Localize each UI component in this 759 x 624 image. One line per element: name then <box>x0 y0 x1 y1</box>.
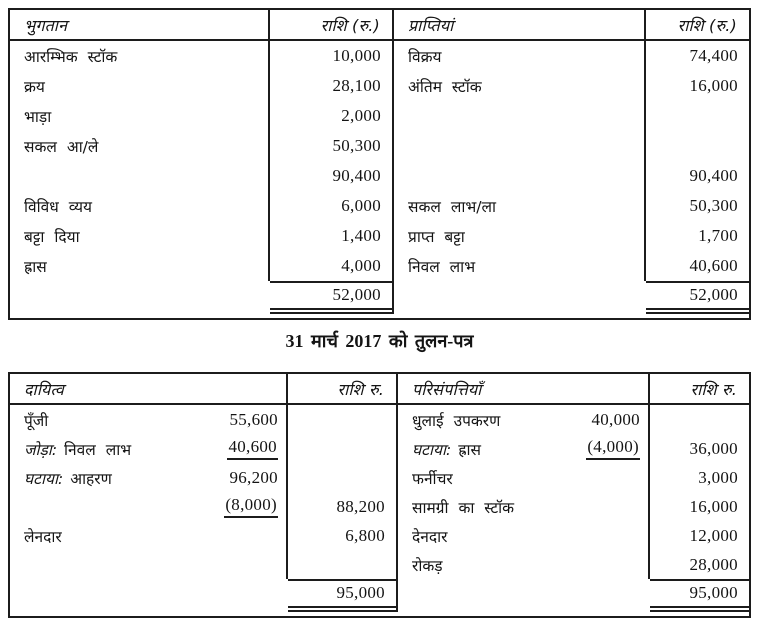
balance-sheet-table <box>8 372 751 618</box>
liability-label: जोड़ा: निवल लाभ <box>24 440 132 459</box>
balance-sheet-title: 31 मार्च 2017 को तुलन-पत्र <box>285 331 474 351</box>
liabilities-total-amount: 95,000 <box>288 579 396 608</box>
table-row <box>10 131 749 161</box>
table-row <box>10 521 749 550</box>
payment-amount: 10,000 <box>270 41 394 71</box>
liability-amount: 6,800 <box>288 521 398 550</box>
table-row <box>10 101 749 131</box>
table-row <box>10 71 749 101</box>
payment-amount: 90,400 <box>270 161 394 191</box>
receipt-label: निवल लाभ <box>394 251 646 281</box>
liability-label: लेनदार <box>24 527 62 546</box>
payment-amount: 50,300 <box>270 131 394 161</box>
receipt-amount <box>646 101 749 131</box>
liability-amount <box>288 434 398 463</box>
receipt-amount <box>646 131 749 161</box>
receipt-label: सकल लाभ/ला <box>394 191 646 221</box>
payment-label: भाड़ा <box>10 101 270 131</box>
asset-amount: 36,000 <box>689 438 738 458</box>
receipt-label: अंतिम स्टॉक <box>394 71 646 101</box>
table-row <box>10 434 749 463</box>
amount-left-column-header: राशि रु. <box>288 374 398 403</box>
receipt-amount: 90,400 <box>689 166 738 185</box>
asset-amount: 28,000 <box>689 554 738 574</box>
payments-total <box>270 281 394 314</box>
payment-label: सकल आ/ले <box>10 131 270 161</box>
liability-amount <box>288 550 398 579</box>
liability-subamount: 96,200 <box>229 467 278 487</box>
payment-amount: 2,000 <box>270 101 394 131</box>
amount-right-column-header: राशि रु. <box>690 379 737 399</box>
asset-subamount: 40,000 <box>591 409 640 429</box>
asset-subamount: (4,000) <box>586 437 640 460</box>
asset-cell <box>398 550 650 579</box>
receipts-column-header: प्राप्तियां <box>394 10 646 39</box>
asset-label: धुलाई उपकरण <box>412 411 501 430</box>
liability-cell <box>10 463 288 492</box>
receipt-label: विक्रय <box>394 41 646 71</box>
assets-column-header: परिसंपत्तियाँ <box>398 374 650 403</box>
liability-subamount: 40,600 <box>227 437 278 460</box>
balance-sheet-total-row <box>10 579 749 616</box>
double-rule <box>270 310 392 314</box>
assets-total <box>650 579 749 612</box>
asset-amount <box>650 405 749 434</box>
table-row <box>10 161 749 191</box>
asset-label: रोकड़ <box>412 556 443 575</box>
payment-label: ह्रास <box>10 251 270 281</box>
liability-label: घटाया: आहरण <box>24 469 112 488</box>
double-rule <box>646 310 749 314</box>
liabilities-total <box>288 579 398 612</box>
payment-amount: 4,000 <box>270 251 394 281</box>
liability-subamount: (8,000) <box>224 495 278 518</box>
asset-amount: 16,000 <box>689 496 738 516</box>
liabilities-column-header: दायित्व <box>10 374 288 403</box>
payment-label: बट्टा दिया <box>10 221 270 251</box>
liability-cell <box>10 434 288 463</box>
table-row <box>10 191 749 221</box>
asset-cell <box>398 492 650 521</box>
receipts-total-amount: 52,000 <box>646 281 749 310</box>
account-table-header-row <box>10 10 749 41</box>
payments-column-header: भुगतान <box>10 10 270 39</box>
assets-total-amount: 95,000 <box>650 579 749 608</box>
liability-amount: 88,200 <box>288 492 398 521</box>
receipt-amount: 74,400 <box>689 46 738 65</box>
payments-total-amount: 52,000 <box>270 281 392 310</box>
receipt-amount: 16,000 <box>689 76 738 95</box>
amount-right-column-header: राशि (रु.) <box>677 15 737 35</box>
liability-label-prefix: जोड़ा: <box>24 440 58 459</box>
asset-label: घटाया: ह्रास <box>412 440 481 459</box>
asset-cell <box>398 521 650 550</box>
asset-label: सामग्री का स्टॉक <box>412 498 515 517</box>
liability-label-prefix: घटाया: <box>24 469 64 488</box>
receipt-label <box>394 101 646 131</box>
liability-amount <box>288 463 398 492</box>
liability-cell <box>10 492 288 521</box>
payment-amount: 1,400 <box>270 221 394 251</box>
table-row <box>10 463 749 492</box>
receipts-total <box>646 281 749 314</box>
balance-sheet-header-row <box>10 374 749 405</box>
table-row <box>10 221 749 251</box>
liability-cell <box>10 521 288 550</box>
asset-amount: 12,000 <box>689 525 738 545</box>
payment-label <box>10 161 270 191</box>
asset-cell <box>398 434 650 463</box>
asset-label: देनदार <box>412 527 448 546</box>
liability-amount <box>288 405 398 434</box>
payment-amount: 28,100 <box>270 71 394 101</box>
receipt-label: प्राप्त बट्टा <box>394 221 646 251</box>
table-row <box>10 550 749 579</box>
payment-amount: 6,000 <box>270 191 394 221</box>
receipt-label <box>394 161 646 191</box>
payments-receipts-table <box>8 8 751 320</box>
table-row <box>10 41 749 71</box>
double-rule <box>288 608 396 612</box>
liability-cell <box>10 550 288 579</box>
amount-left-column-header: राशि (रु.) <box>270 10 394 39</box>
payment-label: आरम्भिक स्टॉक <box>10 41 270 71</box>
account-total-row <box>10 281 749 318</box>
table-row <box>10 492 749 521</box>
receipt-amount: 1,700 <box>698 226 738 245</box>
liability-subamount: 55,600 <box>229 409 278 429</box>
asset-amount: 3,000 <box>698 467 738 487</box>
payment-label: क्रय <box>10 71 270 101</box>
table-row <box>10 251 749 281</box>
asset-cell <box>398 463 650 492</box>
receipt-label <box>394 131 646 161</box>
table-row <box>10 405 749 434</box>
double-rule <box>650 608 749 612</box>
liability-label: पूँजी <box>24 411 49 430</box>
receipt-amount: 50,300 <box>689 196 738 215</box>
asset-cell <box>398 405 650 434</box>
liability-cell <box>10 405 288 434</box>
payment-label: विविध व्यय <box>10 191 270 221</box>
asset-label: फर्नीचर <box>412 469 453 488</box>
receipt-amount: 40,600 <box>689 256 738 275</box>
asset-label-prefix: घटाया: <box>412 440 452 459</box>
